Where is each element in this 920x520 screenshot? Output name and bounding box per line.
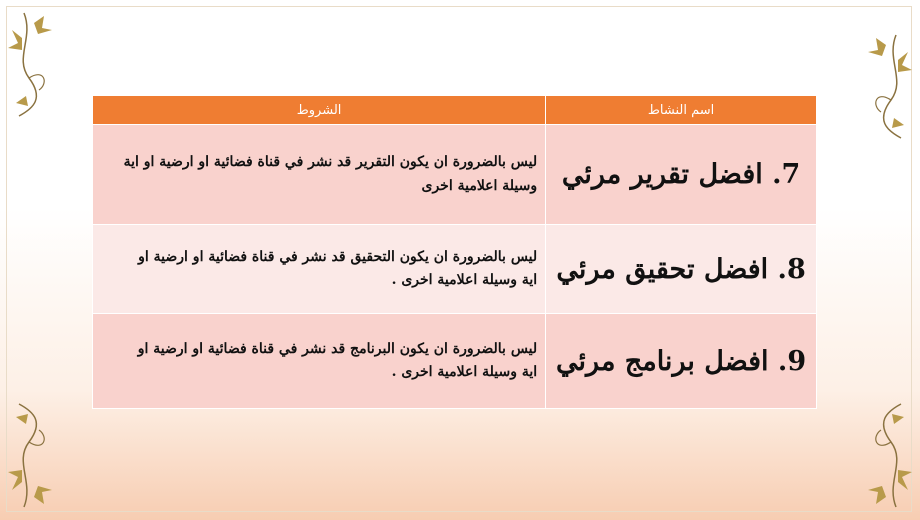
activity-name: 7. افضل تقرير مرئي bbox=[546, 125, 817, 225]
floral-vine-icon bbox=[846, 30, 916, 140]
activity-name: 8. افضل تحقيق مرئي bbox=[546, 225, 817, 314]
condition-line: اية وسيلة اعلامية اخرى . bbox=[391, 364, 538, 380]
header-conditions: الشروط bbox=[93, 96, 546, 125]
activity-name: 9. افضل برنامج مرئي bbox=[546, 314, 817, 409]
activity-condition bbox=[93, 125, 546, 225]
table-row bbox=[93, 225, 817, 314]
floral-vine-icon bbox=[4, 402, 74, 512]
floral-vine-icon bbox=[846, 402, 916, 512]
condition-line: ليس بالضرورة ان يكون التقرير قد نشر في قناة فضائية او ارضية او اية bbox=[123, 154, 538, 171]
condition-line: ليس بالضرورة ان يكون التحقيق قد نشر في قناة فضائية او ارضية او bbox=[138, 248, 538, 265]
table-row bbox=[93, 314, 817, 409]
table-row bbox=[93, 125, 817, 225]
floral-vine-icon bbox=[4, 8, 74, 118]
header-activity-name: اسم النشاط bbox=[546, 96, 817, 125]
activity-condition bbox=[93, 225, 546, 314]
condition-line: ليس بالضرورة ان يكون البرنامج قد نشر في قناة فضائية او ارضية او bbox=[137, 340, 538, 357]
activity-condition bbox=[93, 314, 546, 409]
activities-table bbox=[92, 95, 817, 409]
condition-line: اية وسيلة اعلامية اخرى . bbox=[391, 272, 538, 288]
table-header-row bbox=[93, 96, 817, 125]
condition-line: وسيلة اعلامية اخرى bbox=[421, 177, 538, 194]
